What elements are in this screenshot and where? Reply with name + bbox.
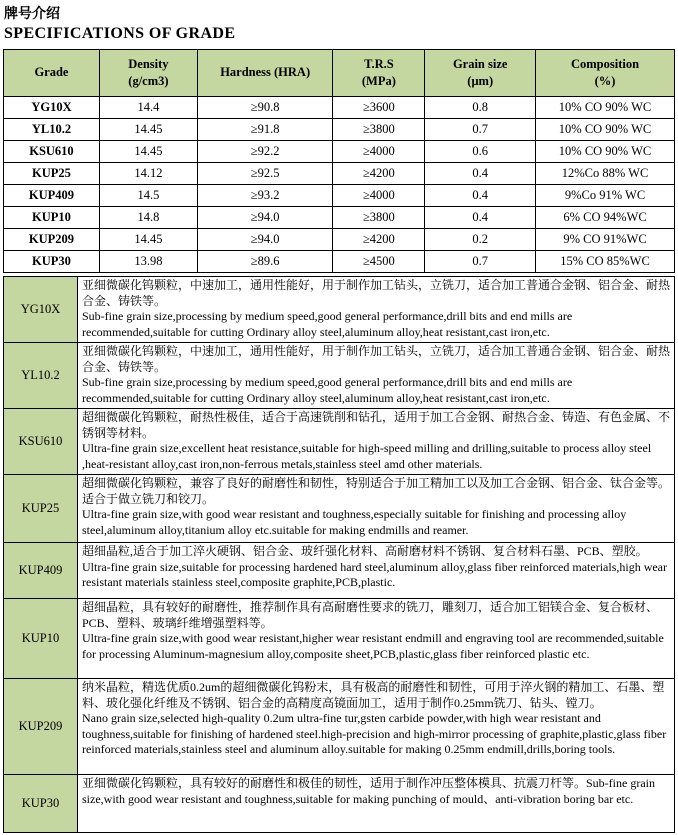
trs-cell: ≥4000 bbox=[333, 141, 425, 163]
description-chinese: 超细微碳化钨颗粒，兼容了良好的耐磨性和韧性，特别适合于加工精加工以及加工合金钢、铝合金、钛合金等。适合于做立铣刀和铰刀。 bbox=[82, 476, 671, 506]
composition-cell: 9%Co 91% WC bbox=[536, 185, 675, 207]
col-header-trs bbox=[333, 50, 425, 97]
grain-size-cell: 0.2 bbox=[425, 229, 536, 251]
trs-cell: ≥3800 bbox=[333, 207, 425, 229]
composition-cell: 10% CO 90% WC bbox=[536, 141, 675, 163]
hardness-cell: ≥92.2 bbox=[197, 141, 333, 163]
grain-size-cell: 0.7 bbox=[425, 251, 536, 273]
col-header-composition-unit: (%) bbox=[594, 74, 616, 88]
desc-text-cell bbox=[78, 475, 675, 543]
col-header-hardness-label: Hardness (HRA) bbox=[220, 65, 311, 80]
description-english: Ultra-fine grain size,with good wear resistant,higher wear resistant endmill and engraving tool are recommended,suitable for processing Aluminum-magnesium alloy,composite sheet,PCB,plastic,glass fiber reinforced plastic etc. bbox=[82, 631, 664, 661]
spec-row-kup25 bbox=[4, 163, 675, 185]
desc-text-cell bbox=[78, 409, 675, 475]
grain-size-cell: 0.4 bbox=[425, 163, 536, 185]
grain-size-cell: 0.4 bbox=[425, 207, 536, 229]
hardness-cell: ≥92.5 bbox=[197, 163, 333, 185]
grade-cell: KUP209 bbox=[4, 229, 100, 251]
description-chinese: 纳米晶粒，精选优质0.2um的超细微碳化钨粉末，具有极高的耐磨性和韧性，可用于淬火钢的精加工、石墨、塑料、玻化强化纤维及不锈钢、铝合金的高精度高镜面加工，适用于制作0.25mm铣刀、钻头、镗刀。 bbox=[82, 680, 665, 710]
desc-text-cell bbox=[78, 343, 675, 409]
description-english: Ultra-fine grain size,suitable for processing hardened hard steel,aluminum alloy,glass fiber reinforced materials,high wear resistant materials stainless steel,composite graphite,PCB,plastic. bbox=[82, 559, 668, 589]
description-chinese: 超细晶粒，具有较好的耐磨性，推荐制作具有高耐磨性要求的铣刀，雕刻刀，适合加工铝镁合金、复合板材、PCB、塑料、玻璃纤维增强塑料等。 bbox=[82, 600, 659, 630]
desc-row-kup209 bbox=[4, 679, 675, 775]
hardness-cell: ≥89.6 bbox=[197, 251, 333, 273]
grade-cell: YL10.2 bbox=[4, 119, 100, 141]
density-cell: 13.98 bbox=[99, 251, 197, 273]
hardness-cell: ≥94.0 bbox=[197, 207, 333, 229]
grain-size-cell: 0.4 bbox=[425, 185, 536, 207]
grade-cell: YG10X bbox=[4, 97, 100, 119]
grain-size-cell: 0.7 bbox=[425, 119, 536, 141]
desc-text-cell bbox=[78, 543, 675, 599]
desc-text-cell bbox=[78, 599, 675, 679]
desc-row-kup30 bbox=[4, 775, 675, 833]
composition-cell: 15% CO 85%WC bbox=[536, 251, 675, 273]
col-header-trs-label: T.R.S bbox=[364, 56, 394, 71]
page-title-chinese: 牌号介绍 bbox=[4, 6, 60, 22]
trs-cell: ≥3800 bbox=[333, 119, 425, 141]
col-header-grain-size-label: Grain size bbox=[452, 56, 508, 71]
desc-grade-cell: YG10X bbox=[4, 277, 78, 343]
col-header-density-label: Density bbox=[128, 56, 169, 71]
spec-row-kup30 bbox=[4, 251, 675, 273]
desc-grade-cell: KUP30 bbox=[4, 775, 78, 833]
spec-row-ksu610 bbox=[4, 141, 675, 163]
density-cell: 14.4 bbox=[99, 97, 197, 119]
composition-cell: 9% CO 91%WC bbox=[536, 229, 675, 251]
col-header-composition-label: Composition bbox=[570, 56, 640, 71]
trs-cell: ≥4200 bbox=[333, 163, 425, 185]
description-english: Sub-fine grain size,processing by medium speed,good general performance,drill bits and end mills are recommended,suitable for cutting Ordinary alloy steel,aluminum alloy,heat resistant,cast iron,etc. bbox=[82, 375, 573, 405]
col-header-grade bbox=[4, 50, 100, 97]
desc-text-cell bbox=[78, 277, 675, 343]
description-chinese: 亚细微碳化钨颗粒，中速加工，通用性能好，用于制作加工钻头，立铣刀，适合加工普通合金钢、铝合金、耐热合金、铸铁等。 bbox=[82, 278, 671, 308]
col-header-density bbox=[99, 50, 197, 97]
composition-cell: 6% CO 94%WC bbox=[536, 207, 675, 229]
description-english: Ultra-fine grain size,excellent heat resistance,suitable for high-speed milling and drilling,suitable to process alloy steel ,heat-resistant alloy,cast iron,non-ferrous metals,stainless steel amd other materials. bbox=[82, 441, 652, 471]
hardness-cell: ≥94.0 bbox=[197, 229, 333, 251]
grade-cell: KUP25 bbox=[4, 163, 100, 185]
desc-grade-cell: KUP409 bbox=[4, 543, 78, 599]
col-header-trs-unit: (MPa) bbox=[361, 74, 396, 88]
desc-grade-cell: YL10.2 bbox=[4, 343, 78, 409]
grade-cell: KUP30 bbox=[4, 251, 100, 273]
spec-row-yl10-2 bbox=[4, 119, 675, 141]
description-chinese: 超细晶粒,适合于加工淬火硬钢、铝合金、玻纤强化材料、高耐磨材料不锈钢、复合材料石墨、PCB、塑胶。 bbox=[82, 544, 648, 558]
grade-cell: KUP409 bbox=[4, 185, 100, 207]
spec-table-body bbox=[4, 97, 675, 273]
col-header-composition bbox=[536, 50, 675, 97]
hardness-cell: ≥91.8 bbox=[197, 119, 333, 141]
description-chinese: 亚细微碳化钨颗粒，中速加工，通用性能好，用于制作加工钻头，立铣刀，适合加工普通合金钢、铝合金、耐热合金、铸铁等。 bbox=[82, 344, 671, 374]
density-cell: 14.8 bbox=[99, 207, 197, 229]
page-title: SPECIFICATIONS OF GRADE bbox=[4, 25, 236, 42]
spec-header-row bbox=[4, 50, 675, 97]
col-header-grain-size bbox=[425, 50, 536, 97]
desc-grade-cell: KUP25 bbox=[4, 475, 78, 543]
description-english: Nano grain size,selected high-quality 0.2um ultra-fine tur,gsten carbide powder,with high wear resistant and toughness,suitable for finishing of hardened steel.high-precision and high-mirror processing of graphite,plastic,glass fiber reinforced materials,stainless steel and aluminum alloy.suitable for making 0.25mm endmill,drills,boring tools. bbox=[82, 711, 667, 756]
spec-row-kup409 bbox=[4, 185, 675, 207]
grain-size-cell: 0.8 bbox=[425, 97, 536, 119]
grade-cell: KSU610 bbox=[4, 141, 100, 163]
density-cell: 14.5 bbox=[99, 185, 197, 207]
spec-row-kup10 bbox=[4, 207, 675, 229]
desc-row-kup25 bbox=[4, 475, 675, 543]
desc-grade-cell: KUP10 bbox=[4, 599, 78, 679]
grain-size-cell: 0.6 bbox=[425, 141, 536, 163]
desc-grade-cell: KSU610 bbox=[4, 409, 78, 475]
description-chinese: 超细微碳化钨颗粒，耐热性极佳，适合于高速铣削和钻孔，适用于加工合金钢、耐热合金、铸造、有色金属、不锈钢等材料。 bbox=[82, 410, 671, 440]
description-english: Sub-fine grain size,processing by medium speed,good general performance,drill bits and end mills are recommended,suitable for cutting Ordinary alloy steel,aluminum alloy,heat resistant,cast iron,etc. bbox=[82, 309, 573, 339]
composition-cell: 10% CO 90% WC bbox=[536, 97, 675, 119]
desc-grade-cell: KUP209 bbox=[4, 679, 78, 775]
density-cell: 14.12 bbox=[99, 163, 197, 185]
desc-row-kup409 bbox=[4, 543, 675, 599]
desc-row-ksu610 bbox=[4, 409, 675, 475]
spec-table-header bbox=[4, 50, 675, 97]
description-mixed: 亚细微碳化钨颗粒，具有较好的耐磨性和极佳的韧性，适用于制作冲压整体模具、抗震刀杆等。Sub-fine grain size,with good wear resistant and toughness,suitable for making punching of mould、anti-vibration boring bar etc. bbox=[82, 776, 655, 806]
hardness-cell: ≥90.8 bbox=[197, 97, 333, 119]
spec-row-yg10x bbox=[4, 97, 675, 119]
grade-spec-table bbox=[3, 49, 675, 273]
composition-cell: 12%Co 88% WC bbox=[536, 163, 675, 185]
desc-table-body bbox=[4, 277, 675, 833]
col-header-hardness bbox=[197, 50, 333, 97]
density-cell: 14.45 bbox=[99, 119, 197, 141]
hardness-cell: ≥93.2 bbox=[197, 185, 333, 207]
trs-cell: ≥4500 bbox=[333, 251, 425, 273]
col-header-grain-size-unit: (μm) bbox=[467, 74, 494, 88]
trs-cell: ≥4000 bbox=[333, 185, 425, 207]
desc-text-cell bbox=[78, 679, 675, 775]
col-header-grade-label: Grade bbox=[34, 65, 69, 80]
desc-row-yl10-2 bbox=[4, 343, 675, 409]
trs-cell: ≥3600 bbox=[333, 97, 425, 119]
grade-description-table bbox=[3, 276, 675, 833]
desc-row-kup10 bbox=[4, 599, 675, 679]
grade-cell: KUP10 bbox=[4, 207, 100, 229]
col-header-density-unit: (g/cm3) bbox=[128, 74, 169, 88]
composition-cell: 10% CO 90% WC bbox=[536, 119, 675, 141]
description-english: Ultra-fine grain size,with good wear resistant and toughness,especially suitable for finishing and processing alloy steel,aluminum alloy,titanium alloy etc.suitable for making endmills and reamer. bbox=[82, 507, 627, 537]
density-cell: 14.45 bbox=[99, 229, 197, 251]
desc-row-yg10x bbox=[4, 277, 675, 343]
desc-text-cell bbox=[78, 775, 675, 833]
trs-cell: ≥4200 bbox=[333, 229, 425, 251]
spec-row-kup209 bbox=[4, 229, 675, 251]
density-cell: 14.45 bbox=[99, 141, 197, 163]
